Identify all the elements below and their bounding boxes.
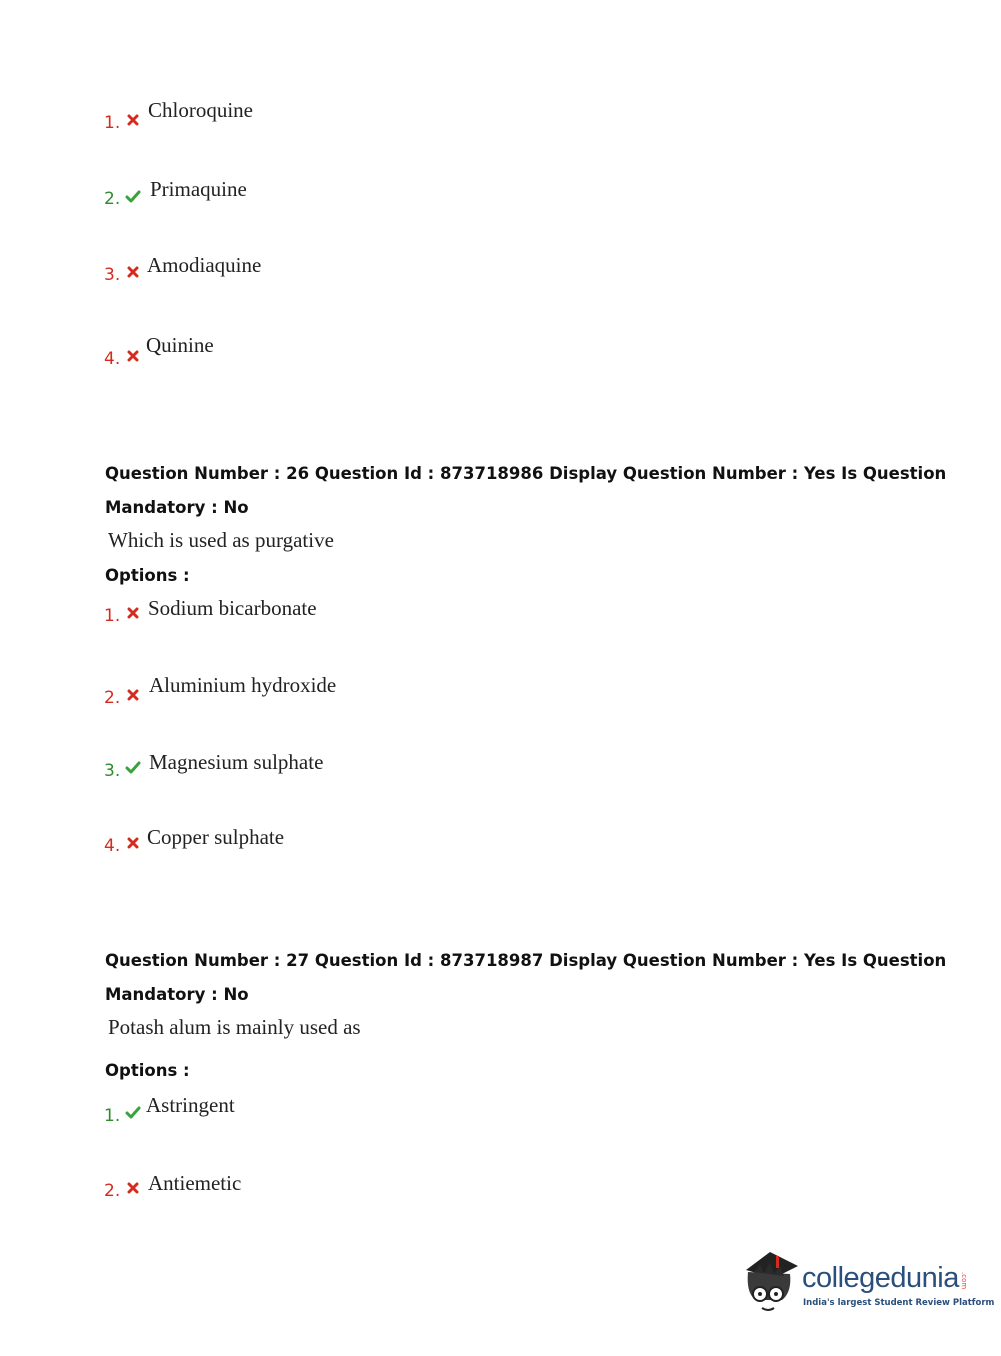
mascot-icon	[740, 1248, 802, 1320]
option-text: Antiemetic	[148, 1171, 242, 1195]
q26-options-label: Options :	[105, 566, 190, 585]
check-icon	[125, 760, 141, 776]
check-icon	[125, 189, 141, 205]
option-text: Primaquine	[150, 177, 247, 201]
q27-meta-line2: Mandatory : No	[105, 985, 249, 1004]
cross-icon	[125, 348, 141, 364]
option-number: 2.	[104, 1181, 121, 1201]
option-text: Copper sulphate	[147, 825, 285, 849]
q26-question-text: Which is used as purgative	[108, 528, 334, 552]
option-number: 3.	[104, 265, 121, 285]
option-text: Aluminium hydroxide	[149, 673, 337, 697]
cross-icon	[125, 1180, 141, 1196]
logo-suffix: .com	[960, 1272, 968, 1290]
option-number: 4.	[104, 836, 121, 856]
cross-icon	[125, 605, 141, 621]
option-number: 4.	[104, 349, 121, 369]
cross-icon	[125, 687, 141, 703]
collegedunia-logo	[740, 1248, 995, 1320]
option-text: Sodium bicarbonate	[148, 596, 317, 620]
option-number: 2.	[104, 688, 121, 708]
cross-icon	[125, 835, 141, 851]
option-number: 2.	[104, 189, 121, 209]
logo-tagline: India's largest Student Review Platform	[803, 1298, 995, 1308]
option-text: Amodiaquine	[147, 253, 262, 277]
q26-meta-line2: Mandatory : No	[105, 498, 249, 517]
option-number: 3.	[104, 761, 121, 781]
q27-options-label: Options :	[105, 1061, 190, 1080]
option-number: 1.	[104, 1106, 121, 1126]
option-text: Astringent	[146, 1093, 235, 1117]
option-number: 1.	[104, 113, 121, 133]
q27-meta-line1: Question Number : 27 Question Id : 873718987 Display Question Number : Yes Is Question	[105, 951, 947, 970]
cross-icon	[125, 264, 141, 280]
q27-question-text: Potash alum is mainly used as	[108, 1015, 361, 1039]
option-text: Chloroquine	[148, 98, 253, 122]
option-text: Magnesium sulphate	[149, 750, 324, 774]
option-number: 1.	[104, 606, 121, 626]
check-icon	[125, 1105, 141, 1121]
logo-brand: collegedunia	[802, 1262, 959, 1294]
option-text: Quinine	[146, 333, 214, 357]
q26-meta-line1: Question Number : 26 Question Id : 873718986 Display Question Number : Yes Is Question	[105, 464, 947, 483]
cross-icon	[125, 112, 141, 128]
